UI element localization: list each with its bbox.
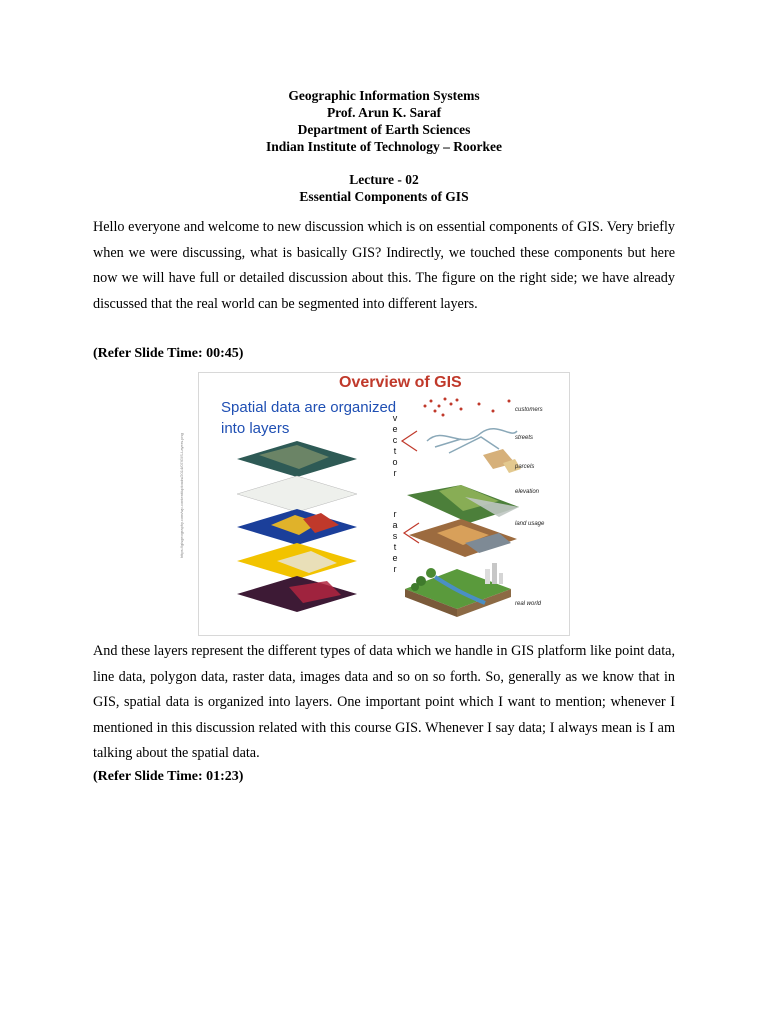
slide-figure [179,372,570,636]
real-world-layer [405,563,511,617]
label-land-usage: land usage [515,521,545,527]
lecture-number: Lecture - 02 [349,172,419,187]
streets-lines [427,429,517,453]
label-real-world: real world [515,601,542,607]
label-streets: streets [515,435,534,441]
layer-white [237,476,357,512]
paragraph-layers: And these layers represent the different types of data which we handle in GIS platform like point data, line data, polygon data, raster data, images data and so on so forth. So, generally as we know that in GIS, spatial data is organized into layers. One important point which I want to mention; whenever I mentioned in this discussion related with this course GIS. Whenever I say data; I always mean is I am talking about the spatial data. [93,643,675,761]
label-customers: customers [515,407,543,413]
label-elevation: elevation [515,489,540,495]
lecture-title: Essential Components of GIS [299,189,469,204]
left-layer-stack [237,441,357,612]
image-source-url: https://gisgeography.com/wp-content/uploads/2014/07/GIS-Layers.png [179,433,184,558]
vector-arrows [402,431,417,451]
slide-title: Overview of GIS [339,374,462,391]
institute-name: Indian Institute of Technology – Roorkee [266,139,502,154]
paragraph-intro: Hello everyone and welcome to new discussion which is on essential components of GIS. Very briefly when we were discussing, what is basically GIS? Indirectly, we touched these components but here now we will have full or detailed discussion about this. The figure on the right side; we have already discussed that the real world can be segmented into different layers. [93,219,675,312]
raster-label: r a s t e r [392,509,398,574]
vector-label: v e c t o r [392,413,398,478]
slide-subtitle-line-1: Spatial data are organized [221,399,397,416]
label-parcels: parcels [515,464,535,470]
refer-slide-time-2: (Refer Slide Time: 01:23) [93,769,244,784]
professor-name: Prof. Arun K. Saraf [326,105,442,120]
course-title: Geographic Information Systems [288,88,480,103]
customers-points [424,398,511,417]
refer-slide-time-1: (Refer Slide Time: 00:45) [93,346,244,361]
slide-subtitle-line-2: into layers [221,420,290,437]
department-name: Department of Earth Sciences [297,122,471,137]
